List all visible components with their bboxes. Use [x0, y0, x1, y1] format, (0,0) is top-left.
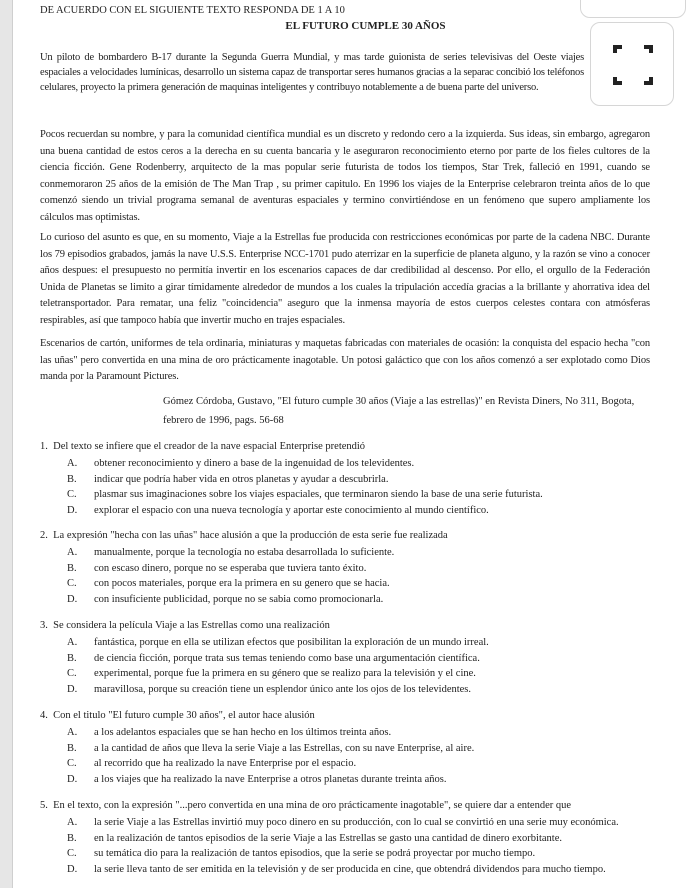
fullscreen-icon: [613, 45, 653, 85]
answer-option[interactable]: [40, 846, 680, 862]
answer-option[interactable]: [40, 545, 680, 561]
option-letter: C.: [67, 848, 77, 859]
answer-option[interactable]: [40, 456, 680, 472]
document-title: EL FUTURO CUMPLE 30 AÑOS: [285, 20, 446, 32]
option-text: con escaso dinero, porque no se esperaba que tuviera tanto éxito.: [94, 562, 367, 574]
option-letter: D.: [67, 593, 78, 605]
option-letter: A.: [67, 817, 78, 828]
option-text: fantástica, porque en ella se utilizan efectos que posibilitan la exploración de un mundo irreal.: [94, 637, 489, 648]
option-text: en la realización de tantos episodios de la serie Viaje a las Estrellas se gasto una cantidad de dinero exorbitante.: [94, 832, 563, 844]
option-letter: B.: [67, 742, 77, 754]
answer-option[interactable]: [40, 815, 680, 831]
answer-option[interactable]: [40, 592, 680, 608]
question-text: La expresión "hecha con las uñas" hace alusión a que la producción de esta serie fue realizada: [53, 530, 448, 541]
answer-option[interactable]: [40, 503, 680, 519]
question-3: [40, 617, 680, 697]
left-sidebar-strip: [0, 0, 13, 888]
question-number: 4.: [40, 710, 48, 721]
paragraph-text: Lo curioso del asunto es que, en su momento, Viaje a la Estrellas fue producida con restricciones económicas por parte de la cadena NBC. Durante los 79 episodios grabados, jamás la nave U.S.S. Enterprise NCC-1701 pudo aterrizar en la superficie de planeta alguno, y la razón se vino a conocer años despues: el presupuesto no permitía invertir en los escenarios capaces de dar credibilidad al descenso. Por ello, el orgullo de la Federación Unida de Planetas se limito a girar tímidamente alrededor de mundos a los cuales la tripulación accedía gracias a la brillante y ahorrativa idea del teletransportador. Para rematar, una feliz "coincidencia" aseguro que la inmensa mayoría de estos cuerpos celestes contara con atmósferas respirables, así que tampoco había que invertir mucho en trajes espaciales.: [40, 232, 650, 326]
option-letter: D.: [67, 773, 78, 785]
option-letter: B.: [67, 832, 77, 844]
question-number: 3.: [40, 620, 48, 631]
answer-option[interactable]: [40, 576, 680, 592]
question-stem: [40, 527, 680, 545]
paragraph-text: Pocos recuerdan su nombre, y para la comunidad científica mundial es un discreto y redondo cero a la izquierda. Sus ideas, sin embargo, agregaron una buena cantidad de estos ceros a la derecha en su cuenta bancaria y le aseguraron reconocimiento eterno por parte de los fieles cultores de la ciencia ficción. Gene Rodenberry, arquitecto de la mas popular serie futurista de todos los tiempos, Star Trek, falleció en 1991, cuando se conmemoraron 25 años de la emisión de The Man Trap , su primer capitulo. En 1996 los viajes de la Enterprise celebraron treinta años de lo que comenzó siendo un trivial programa semanal de aventuras espaciales y termino convirtiéndose en un fenómeno que supero ampliamente los cálculos mas optimistas.: [40, 129, 650, 223]
option-letter: D.: [67, 504, 78, 516]
answer-option[interactable]: [40, 651, 680, 667]
paragraph-3: [40, 230, 650, 329]
option-text: manualmente, porque la tecnología no estaba desarrollada lo suficiente.: [94, 547, 395, 558]
option-letter: C.: [67, 758, 77, 769]
question-stem: [40, 617, 680, 635]
option-text: la serie lleva tanto de ser emitida en la televisión y de ser producida en cine, que obtendrá dividendos para mucho tiempo.: [94, 863, 606, 875]
answer-option[interactable]: [40, 831, 680, 847]
option-text: a los viajes que ha realizado la nave Enterprise a otros planetas durante treinta años.: [94, 773, 447, 785]
option-text: plasmar sus imaginaciones sobre los viajes espaciales, que terminaron siendo la base de una serie futurista.: [94, 489, 543, 500]
answer-option[interactable]: [40, 487, 680, 503]
answer-option[interactable]: [40, 561, 680, 577]
option-letter: D.: [67, 863, 78, 875]
question-number: 5.: [40, 800, 48, 811]
answer-option[interactable]: [40, 666, 680, 682]
option-text: experimental, porque fue la primera en su género que se realizo para la televisión y el cine.: [94, 668, 476, 679]
option-letter: B.: [67, 473, 77, 485]
option-letter: A.: [67, 727, 78, 738]
question-stem: [40, 707, 680, 725]
answer-option[interactable]: [40, 756, 680, 772]
question-stem: [40, 797, 680, 815]
option-text: a la cantidad de años que lleva la serie Viaje a las Estrellas, con su nave Enterprise, al aire.: [94, 742, 475, 754]
top-panel: [580, 0, 686, 18]
answer-option[interactable]: [40, 862, 680, 878]
answer-option[interactable]: [40, 682, 680, 698]
question-number: 2.: [40, 530, 48, 541]
option-letter: A.: [67, 547, 78, 558]
option-text: su temática dio para la realización de tantos episodios, que la serie se podrá proyectar por mucho tiempo.: [94, 848, 536, 859]
option-text: con pocos materiales, porque era la primera en su genero que se hacia.: [94, 578, 390, 589]
question-4: [40, 707, 680, 787]
option-text: a los adelantos espaciales que se han hecho en los últimos treinta años.: [94, 727, 392, 738]
option-letter: C.: [67, 578, 77, 589]
option-text: al recorrido que ha realizado la nave Enterprise por el espacio.: [94, 758, 357, 769]
fullscreen-button[interactable]: [590, 22, 674, 106]
citation: Gómez Córdoba, Gustavo, "El futuro cumple 30 años (Viaje a las estrellas)" en Revista Diners, No 311, Bogota, febrero de 1996, pags. 56-68: [163, 396, 635, 426]
paragraph-text: Escenarios de cartón, uniformes de tela ordinaria, miniaturas y maquetas fabricadas con materiales de ocasión: la conquista del espacio hecha "con las uñas" pero convertida en una mina de oro prácticamente inagotable. Un potosi galáctico que con los años comenzó a ser explotado como Dios manda por la Paramount Pictures.: [40, 338, 650, 382]
option-text: la serie Viaje a las Estrellas invirtió muy poco dinero en su producción, con lo cual se convirtió en una serie muy económica.: [94, 817, 619, 828]
answer-option[interactable]: [40, 741, 680, 757]
question-stem: [40, 438, 680, 456]
option-letter: B.: [67, 652, 77, 664]
question-number: 1.: [40, 441, 48, 452]
option-letter: A.: [67, 458, 78, 469]
answer-option[interactable]: [40, 635, 680, 651]
option-text: explorar el espacio con una nueva tecnología y aportar este conocimiento al mundo científico.: [94, 504, 489, 516]
option-text: indicar que podría haber vida en otros planetas y ayudar a descubrirla.: [94, 473, 389, 485]
paragraph-4: [40, 336, 650, 386]
option-text: con insuficiente publicidad, porque no se sabia como promocionarla.: [94, 593, 384, 605]
question-2: [40, 527, 680, 607]
option-text: de ciencia ficción, porque trata sus temas teniendo como base una argumentación científica.: [94, 652, 480, 664]
option-letter: D.: [67, 683, 78, 695]
answer-option[interactable]: [40, 725, 680, 741]
option-letter: C.: [67, 489, 77, 500]
option-text: obtener reconocimiento y dinero a base de la ingenuidad de los televidentes.: [94, 458, 415, 469]
question-1: [40, 438, 680, 518]
question-5: [40, 797, 680, 877]
option-letter: A.: [67, 637, 78, 648]
option-text: maravillosa, porque su creación tiene un esplendor único ante los ojos de los televidentes.: [94, 683, 472, 695]
option-letter: B.: [67, 562, 77, 574]
question-text: En el texto, con la expresión "...pero convertida en una mina de oro prácticamente inagotable", se quiere dar a entender que: [53, 800, 572, 811]
answer-option[interactable]: [40, 772, 680, 788]
paragraph-2: [40, 127, 650, 226]
paragraph-text: Un piloto de bombardero B-17 durante la Segunda Guerra Mundial, y mas tarde guionista de series televisivas del Oeste viajes espaciales a velocidades lumínicas, desarrollo un sistema capaz de transportar seres humanos gracias a la separac concibió los teléfonos celulares, proyecto la primera generación de maquinas inteligentes y contribuyo notablemente a de buena parte del universo.: [40, 52, 584, 93]
question-text: Se considera la película Viaje a las Estrellas como una realización: [53, 620, 330, 631]
answer-option[interactable]: [40, 472, 680, 488]
instruction: DE ACUERDO CON EL SIGUIENTE TEXTO RESPONDA DE 1 A 10: [40, 5, 345, 16]
question-text: Con el titulo "El futuro cumple 30 años", el autor hace alusión: [53, 710, 315, 721]
question-text: Del texto se infiere que el creador de la nave espacial Enterprise pretendió: [53, 441, 366, 452]
option-letter: C.: [67, 668, 77, 679]
paragraph-1: [40, 50, 584, 95]
